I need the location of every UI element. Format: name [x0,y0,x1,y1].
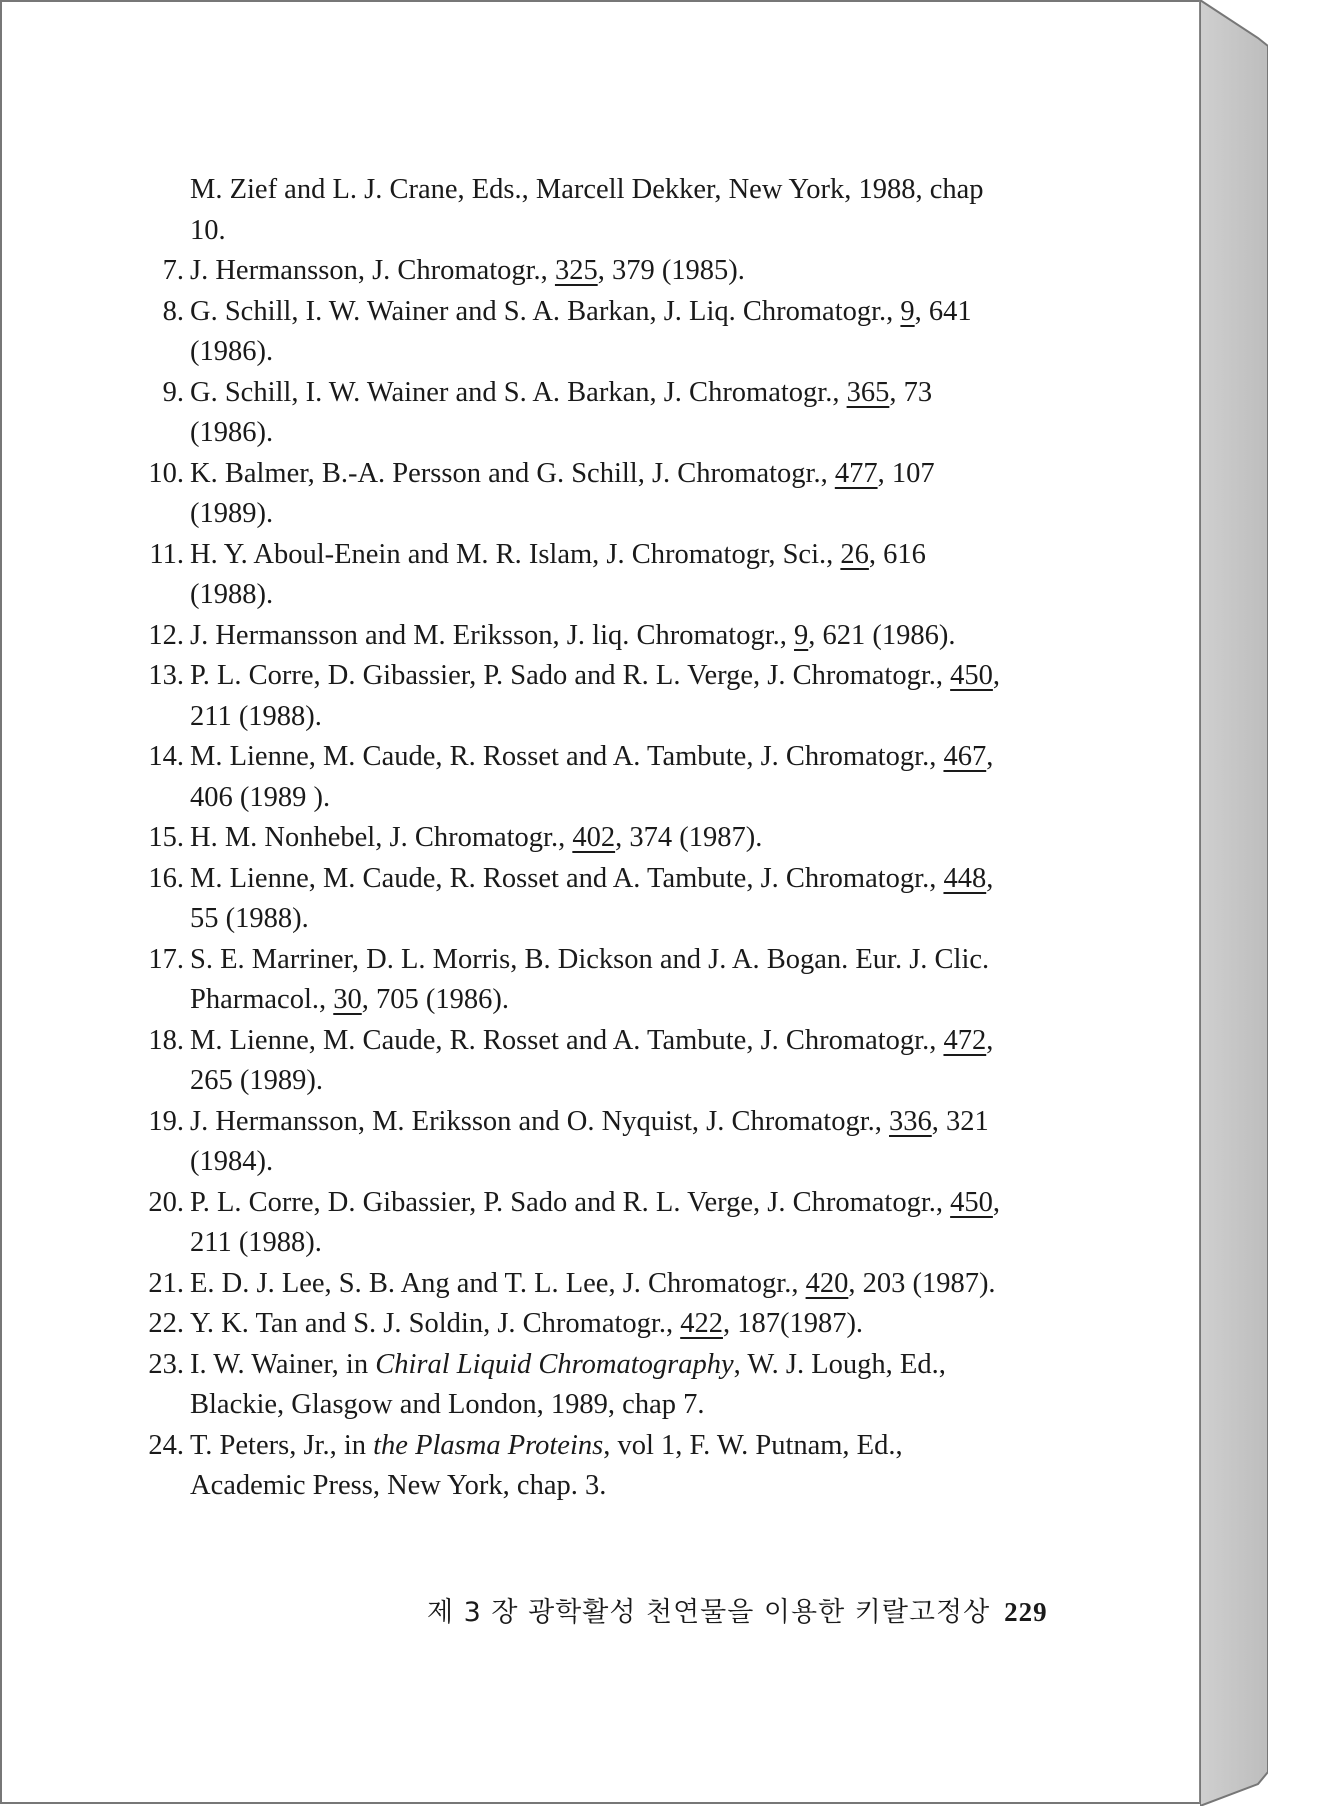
reference-item [132,940,1012,1021]
reference-volume: 422 [680,1308,723,1339]
reference-number: 15. [148,822,184,853]
reference-text [190,373,1012,454]
reference-text [190,656,1012,737]
reference-item [132,251,1012,292]
reference-item [132,859,1012,940]
reference-volume: 336 [889,1105,932,1137]
reference-item [132,454,1012,535]
reference-text [190,616,1012,657]
reference-item [132,818,1012,859]
reference-authors: E. D. J. Lee, S. B. Ang and T. L. Lee, J. Chromatogr., [190,1267,806,1299]
reference-authors: G. Schill, I. W. Wainer and S. A. Barkan, J. Chromatogr., [190,376,847,408]
page-footer [427,1590,1048,1629]
reference-text [190,454,1012,535]
reference-pages: , 379 (1985). [597,255,745,286]
chapter-title: 제 3 장 광학활성 천연물을 이용한 키랄고정상 [427,1597,991,1628]
reference-text [190,1102,1012,1183]
reference-volume: 467 [943,741,987,772]
reference-volume: 325 [554,255,598,286]
reference-number: 22. [148,1308,184,1339]
reference-pages: , 211 (1988). [190,660,1001,732]
reference-number: 18. [148,1024,184,1056]
reference-authors: K. Balmer, B.-A. Persson and G. Schill, J. Chromatogr., [190,457,835,489]
reference-number: 10. [148,457,184,489]
reference-authors: S. E. Marriner, D. L. Morris, B. Dickson and J. A. Bogan. Eur. J. Clic. Pharmacol., [190,943,990,1015]
reference-pages: , 211 (1988). [190,1186,1001,1258]
reference-pages: , 321 (1984). [190,1105,989,1177]
reference-item [132,1426,1012,1507]
reference-volume: 472 [943,1024,987,1056]
reference-number: 8. [162,295,184,327]
reference-item [132,1345,1012,1426]
reference-details: , W. J. Lough, Ed., Blackie, Glasgow and London, 1989, chap 7. [190,1348,946,1420]
reference-item [132,656,1012,737]
reference-pages: , 374 (1987). [615,822,763,853]
reference-text [190,859,1012,940]
reference-continuation: M. Zief and L. J. Crane, Eds., Marcell Dekker, New York, 1988, chap 10. [190,174,984,246]
reference-volume: 450 [950,1186,993,1218]
reference-text [190,535,1012,616]
reference-item [132,535,1012,616]
reference-text [190,1264,1012,1305]
reference-pages: , 406 (1989 ). [190,741,994,813]
reference-volume: 420 [805,1267,849,1299]
reference-item [132,1183,1012,1264]
reference-pages: , 73 (1986). [190,376,933,448]
reference-text [190,1021,1012,1102]
reference-text [190,1183,1012,1264]
reference-item [132,1304,1012,1345]
reference-volume: 9 [900,295,915,327]
reference-authors: J. Hermansson, J. Chromatogr., [190,255,555,286]
reference-number: 12. [148,619,184,651]
reference-item [132,1021,1012,1102]
reference-authors: P. L. Corre, D. Gibassier, P. Sado and R. L. Verge, J. Chromatogr., [190,660,951,691]
reference-volume: 9 [794,619,809,651]
reference-number: 20. [148,1186,184,1218]
reference-authors: P. L. Corre, D. Gibassier, P. Sado and R. L. Verge, J. Chromatogr., [190,1186,951,1218]
reference-volume: 450 [950,660,993,691]
reference-item [132,292,1012,373]
reference-pages: , 265 (1989). [190,1024,994,1096]
reference-authors: M. Lienne, M. Caude, R. Rosset and A. Tambute, J. Chromatogr., [190,1024,944,1056]
reference-text [190,737,1012,818]
reference-number: 7. [162,255,184,286]
reference-number: 17. [148,943,184,975]
reference-number: 13. [148,660,184,691]
reference-number: 16. [148,862,184,894]
reference-authors: H. M. Nonhebel, J. Chromatogr., [190,822,573,853]
reference-authors: T. Peters, Jr., in [190,1429,374,1461]
reference-details: , vol 1, F. W. Putnam, Ed., Academic Press, New York, chap. 3. [190,1429,903,1501]
reference-number: 24. [148,1429,184,1461]
reference-volume: 30 [333,984,362,1015]
reference-book-title: Chiral Liquid Chromatography [375,1348,734,1380]
reference-volume: 448 [943,862,987,894]
page-number: 229 [1004,1597,1048,1627]
reference-text [190,1345,1012,1426]
reference-pages: , 616 (1988). [190,538,926,610]
reference-authors: M. Lienne, M. Caude, R. Rosset and A. Tambute, J. Chromatogr., [190,862,944,894]
reference-item [132,1264,1012,1305]
reference-pages: , 187(1987). [722,1308,864,1339]
reference-pages: , 641 (1986). [190,295,972,367]
reference-pages: , 705 (1986). [361,984,509,1015]
book-spine [1200,0,1268,1806]
reference-volume: 402 [572,822,616,853]
reference-item [132,1102,1012,1183]
reference-pages: , 107 (1989). [190,457,935,529]
reference-item [132,616,1012,657]
reference-book-title: the Plasma Proteins [373,1429,604,1461]
reference-text [190,1426,1012,1507]
reference-text [190,1304,1012,1345]
reference-volume: 365 [846,376,890,408]
reference-pages: , 621 (1986). [808,619,956,651]
reference-number: 11. [149,538,184,570]
reference-number: 21. [148,1267,184,1299]
reference-text [190,251,1012,292]
reference-item [132,737,1012,818]
reference-list [132,170,1012,1507]
reference-authors: M. Lienne, M. Caude, R. Rosset and A. Tambute, J. Chromatogr., [190,741,944,772]
reference-authors: J. Hermansson, M. Eriksson and O. Nyquist, J. Chromatogr., [190,1105,890,1137]
reference-authors: I. W. Wainer, in [190,1348,376,1380]
reference-volume: 26 [840,538,869,570]
reference-pages: , 55 (1988). [190,862,994,934]
reference-text [190,292,1012,373]
reference-authors: Y. K. Tan and S. J. Soldin, J. Chromatogr., [190,1308,681,1339]
reference-text [190,940,1012,1021]
reference-text [190,818,1012,859]
reference-item [132,373,1012,454]
reference-number: 19. [148,1105,184,1137]
reference-authors: G. Schill, I. W. Wainer and S. A. Barkan, J. Liq. Chromatogr., [190,295,901,327]
reference-number: 14. [148,741,184,772]
reference-authors: J. Hermansson and M. Eriksson, J. liq. Chromatogr., [190,619,795,651]
reference-number: 23. [148,1348,184,1380]
reference-authors: H. Y. Aboul-Enein and M. R. Islam, J. Chromatogr, Sci., [190,538,841,570]
reference-volume: 477 [834,457,878,489]
reference-number: 9. [162,376,184,408]
reference-pages: , 203 (1987). [848,1267,996,1299]
